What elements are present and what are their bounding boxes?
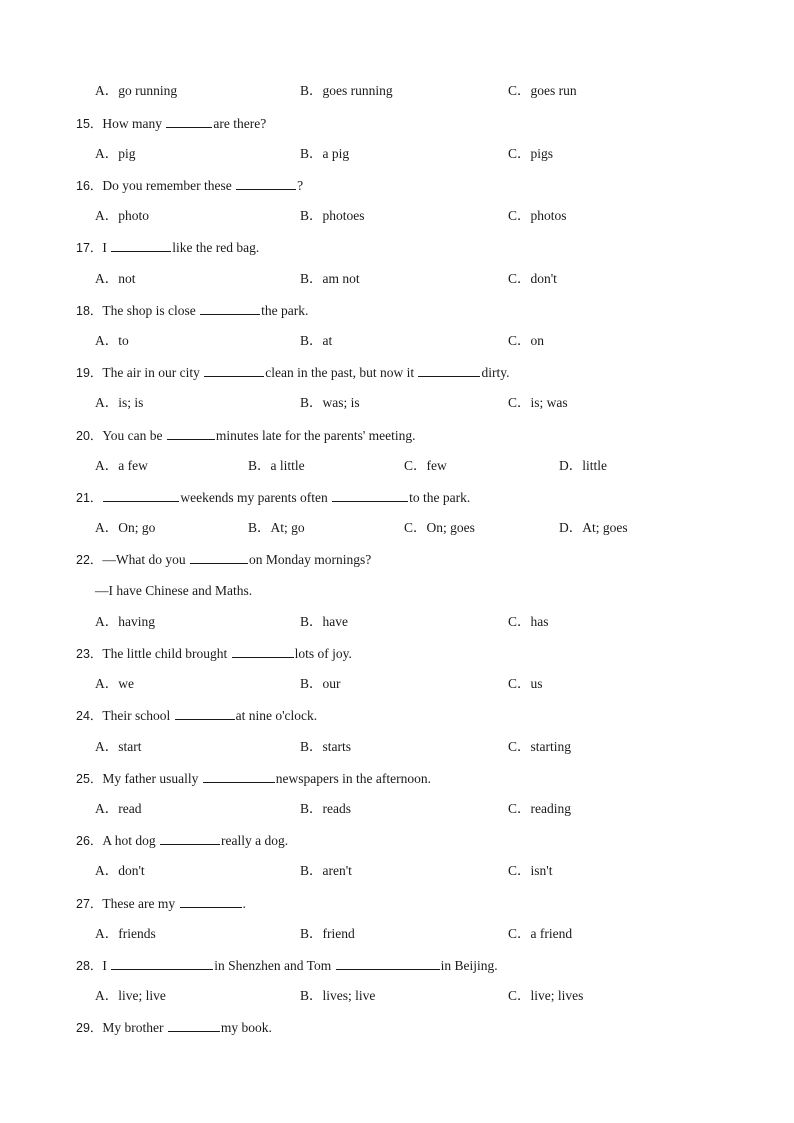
options-row-27 [0,924,794,944]
options-row-24 [0,737,794,757]
option-d[interactable]: D．At; goes [559,520,628,535]
answer-blank[interactable] [168,1017,220,1032]
question-number: 23． [76,647,103,661]
question-16 [0,175,794,195]
option-b[interactable]: B．reads [300,801,351,816]
options-row-26 [0,861,794,881]
question-number: 17． [76,241,103,255]
answer-blank[interactable] [166,113,212,128]
option-b[interactable]: B．lives; live [300,988,376,1003]
option-a[interactable]: A．having [95,614,155,629]
dialog-reply [0,581,794,601]
reply-text: —I have Chinese and Maths. [95,583,253,598]
question-number: 19． [76,366,103,380]
option-a[interactable]: A．is; is [95,395,144,410]
question-text-post: lots of joy. [294,646,352,661]
question-number: 22． [76,553,103,567]
question-text-pre: My brother [102,1020,167,1035]
options-row-20 [0,456,794,476]
answer-blank[interactable] [167,425,215,440]
question-text-post: at nine o'clock. [235,708,318,723]
answer-blank[interactable] [203,768,275,783]
question-text-post: really a dog. [221,833,289,848]
question-text-post: . [242,896,246,911]
question-18 [0,300,794,320]
option-c[interactable]: C．has [508,614,549,629]
answer-blank[interactable] [204,362,264,377]
option-c[interactable]: C．us [508,676,543,691]
options-row-17 [0,269,794,289]
question-text-post: to the park. [409,490,471,505]
question-text-pre: My father usually [102,771,202,786]
options-row-23 [0,674,794,694]
options-row-22 [0,612,794,632]
answer-blank[interactable] [200,300,260,315]
question-19 [0,362,794,382]
option-b[interactable]: B．photoes [300,208,365,223]
answer-blank[interactable] [160,830,220,845]
option-b[interactable]: B．am not [300,271,360,286]
option-a[interactable]: A．photo [95,208,149,223]
option-b[interactable]: B．friend [300,926,355,941]
option-c[interactable]: C．isn't [508,863,553,878]
question-text-post: my book. [220,1020,272,1035]
option-a[interactable]: A．pig [95,146,136,161]
options-row-19 [0,393,794,413]
answer-blank[interactable] [111,955,213,970]
option-b[interactable]: B．have [300,614,348,629]
option-c[interactable]: C．On; goes [404,520,475,535]
option-b[interactable]: B．our [300,676,341,691]
answer-blank[interactable] [418,362,480,377]
question-text-pre: You can be [102,428,166,443]
option-b[interactable]: B．At; go [248,520,305,535]
option-a[interactable]: A．we [95,676,134,691]
question-text-post: in Beijing. [440,958,498,973]
question-number: 15． [76,117,103,131]
question-21 [0,487,794,507]
option-b[interactable]: B．aren't [300,863,352,878]
question-text-post: like the red bag. [172,240,260,255]
answer-blank[interactable] [232,643,294,658]
question-23 [0,643,794,663]
question-number: 28． [76,959,103,973]
option-a[interactable]: A．not [95,271,136,286]
option-a[interactable]: A．friends [95,926,156,941]
question-17 [0,237,794,257]
option-c[interactable]: C．live; lives [508,988,584,1003]
option-a[interactable]: A．live; live [95,988,166,1003]
option-c[interactable]: C．reading [508,801,571,816]
answer-blank[interactable] [175,705,235,720]
option-c[interactable]: C．goes run [508,83,577,98]
option-a[interactable]: A．On; go [95,520,156,535]
question-text-mid: clean in the past, but now it [265,365,418,380]
question-number: 29． [76,1021,103,1035]
question-20 [0,425,794,445]
question-text-post: the park. [261,303,309,318]
option-d[interactable]: D．little [559,458,607,473]
question-text-pre: How many [102,116,166,131]
question-text-pre: Their school [102,708,174,723]
question-text-pre: Do you remember these [102,178,236,193]
question-text-post: ? [297,178,304,193]
option-b[interactable]: B．was; is [300,395,360,410]
options-row-15 [0,144,794,164]
question-text-mid: weekends my parents often [180,490,332,505]
option-c[interactable]: C．few [404,458,447,473]
question-28 [0,955,794,975]
question-text-post: minutes late for the parents' meeting. [215,428,416,443]
question-number: 18． [76,304,103,318]
answer-blank[interactable] [236,175,296,190]
question-text-post: newspapers in the afternoon. [275,771,431,786]
question-text-pre: A hot dog [102,833,160,848]
question-15 [0,113,794,133]
answer-blank[interactable] [332,487,408,502]
option-c[interactable]: C．don't [508,271,557,286]
option-b[interactable]: B．goes running [300,83,393,98]
question-24 [0,705,794,725]
question-number: 20． [76,429,103,443]
option-a[interactable]: A．to [95,333,129,348]
options-row-14 [0,81,794,101]
question-text-mid: in Shenzhen and Tom [214,958,335,973]
options-row-21 [0,518,794,538]
option-c[interactable]: C．a friend [508,926,573,941]
option-c[interactable]: C．starting [508,739,571,754]
option-b[interactable]: B．starts [300,739,352,754]
option-b[interactable]: B．at [300,333,333,348]
question-text-pre: The air in our city [102,365,204,380]
answer-blank[interactable] [111,237,171,252]
question-text-pre: I [102,240,111,255]
question-25 [0,768,794,788]
option-c[interactable]: C．pigs [508,146,554,161]
question-29 [0,1017,794,1037]
options-row-18 [0,331,794,351]
question-text-post: on Monday mornings? [249,552,372,567]
options-row-28 [0,986,794,1006]
question-number: 26． [76,834,103,848]
question-text-pre: —What do you [102,552,190,567]
question-26 [0,830,794,850]
option-a[interactable]: A．go running [95,83,178,98]
option-a[interactable]: A．start [95,739,142,754]
option-c[interactable]: C．on [508,333,545,348]
option-a[interactable]: A．don't [95,863,145,878]
option-c[interactable]: C．photos [508,208,567,223]
question-27 [0,893,794,913]
question-text-post: dirty. [481,365,510,380]
question-text-pre: The shop is close [102,303,200,318]
question-number: 21． [76,491,103,505]
options-row-25 [0,799,794,819]
answer-blank[interactable] [336,955,440,970]
answer-blank[interactable] [180,893,242,908]
question-text-pre: I [102,958,111,973]
option-b[interactable]: B．a little [248,458,305,473]
option-a[interactable]: A．read [95,801,142,816]
options-row-16 [0,206,794,226]
question-number: 27． [76,897,103,911]
answer-blank[interactable] [103,487,179,502]
question-text-post: are there? [213,116,267,131]
question-text-pre: These are my [102,896,179,911]
option-a[interactable]: A．a few [95,458,148,473]
answer-blank[interactable] [190,549,248,564]
option-c[interactable]: C．is; was [508,395,568,410]
question-number: 16． [76,179,103,193]
question-22 [0,549,794,569]
option-b[interactable]: B．a pig [300,146,350,161]
question-number: 25． [76,772,103,786]
question-number: 24． [76,709,103,723]
question-text-pre: The little child brought [102,646,231,661]
